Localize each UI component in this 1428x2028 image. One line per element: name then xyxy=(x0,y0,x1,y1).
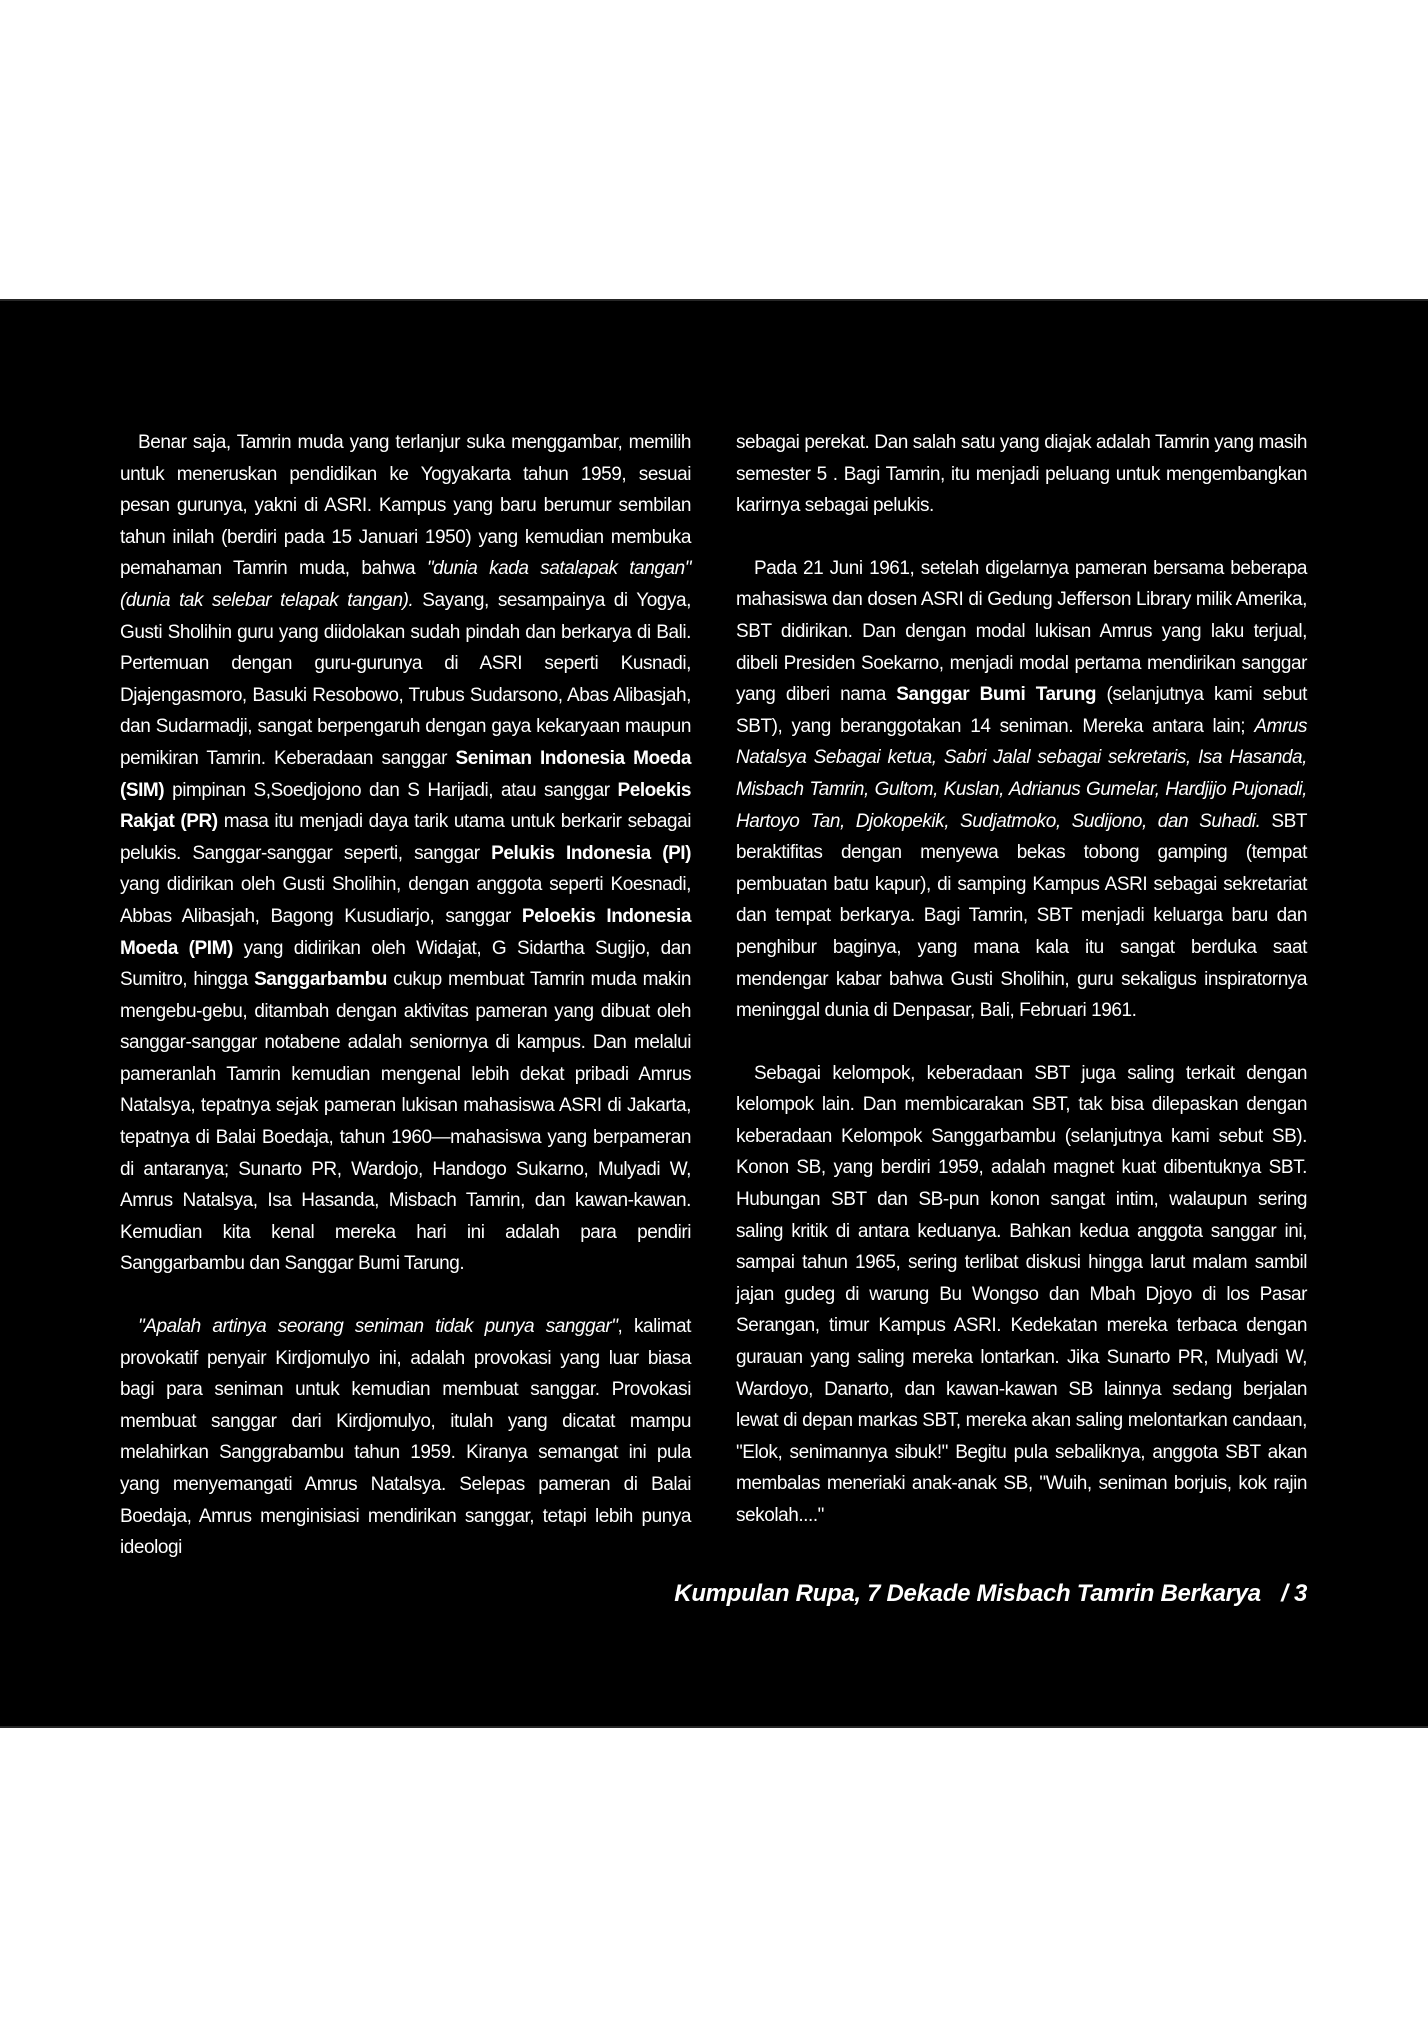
text-run: Sanggarbambu xyxy=(254,969,387,991)
text-run: Sanggar Bumi Tarung xyxy=(896,684,1097,706)
paragraph xyxy=(736,1058,1307,1532)
text-run: "Apalah artinya seorang seniman tidak punya sanggar" xyxy=(138,1316,618,1338)
text-run: Peloekis Indonesia Moeda (PIM) xyxy=(120,905,692,959)
text-run: Seniman Indonesia Moeda (SIM) xyxy=(120,747,691,801)
text-run: Amrus Natalsya Sebagai ketua, Sabri Jalal sebagai sekretaris, Isa Hasanda, Misbach Tamrin, Gultom, Kuslan, Adrianus Gumelar, Hardjijo Pujonadi, Hartoyo Tan, Djokopekik, Sudjatmoko, Sudijono, dan Suhadi. xyxy=(736,715,1307,832)
footer-book-title: Kumpulan Rupa, 7 Dekade Misbach Tamrin Berkarya xyxy=(674,1580,1261,1607)
paragraph xyxy=(120,427,691,1280)
running-footer xyxy=(674,1580,1307,1608)
text-run: Sayang, sesampainya di Yogya, Gusti Sholihin guru yang diidolakan sudah pindah dan berkarya di Bali. Pertemuan dengan guru-gurunya di ASRI seperti Kusnadi, Djajengasmoro, Basuki Resobowo, Trubus Sudarsono, Abas Alibasjah, dan Sudarmadji, sangat berpengaruh dengan gaya kekaryaan maupun pemikiran Tamrin. Keberadaan sanggar xyxy=(120,589,691,769)
text-run: SBT beraktifitas dengan menyewa bekas tobong gamping (tempat pembuatan batu kapur), di samping Kampus ASRI sebagai sekretariat dan tempat berkarya. Bagi Tamrin, SBT menjadi keluarga baru dan penghibur baginya, yang mana kala itu sangat berduka saat mendengar kabar bahwa Gusti Sholihin, guru sekaligus inspiratornya meninggal dunia di Denpasar, Bali, Februari 1961. xyxy=(736,810,1307,1022)
text-run: Benar saja, Tamrin muda yang terlanjur suka menggambar, memilih untuk meneruskan pendidikan ke Yogyakarta tahun 1959, sesuai pesan gurunya, yakni di ASRI. Kampus yang baru berumur sembilan tahun inilah (berdiri pada 15 Januari 1950) yang kemudian membuka pemahaman Tamrin muda, bahwa xyxy=(120,432,691,580)
right-text-column xyxy=(736,427,1307,1595)
footer-page-number: / 3 xyxy=(1281,1580,1307,1607)
text-run: yang didirikan oleh Widajat, G Sidartha Sugijo, dan Sumitro, hingga xyxy=(120,937,692,991)
text-run: cukup membuat Tamrin muda makin mengebu-gebu, ditambah dengan aktivitas pameran yang dibuat oleh sanggar-sanggar notabene adalah seniornya di kampus. Dan melalui pameranlah Tamrin kemudian mengenal lebih dekat pribadi Amrus Natalsya, tepatnya sejak pameran lukisan mahasiswa ASRI di Jakarta, tepatnya di Balai Boedaja, tahun 1960—mahasiswa yang berpameran di antaranya; Sunarto PR, Wardojo, Handogo Sukarno, Mulyadi W, Amrus Natalsya, Isa Hasanda, Misbach Tamrin, dan kawan-kawan. Kemudian kita kenal mereka hari ini adalah para pendiri Sanggarbambu dan Sanggar Bumi Tarung. xyxy=(120,969,691,1275)
text-run: Pelukis Indonesia (PI) xyxy=(491,842,691,864)
paragraph xyxy=(120,1311,691,1564)
text-run: , kalimat provokatif penyair Kirdjomulyo ini, adalah provokasi yang luar biasa bagi para seniman untuk kemudian membuat sanggar. Provokasi membuat sanggar dari Kirdjomulyo, itulah yang dicatat mampu melahirkan Sanggrabambu tahun 1959. Kiranya semangat ini pula yang menyemangati Amrus Natalsya. Selepas pameran di Balai Boedaja, Amrus menginisiasi mendirikan sanggar, tetapi lebih punya ideologi xyxy=(120,1316,691,1559)
paragraph xyxy=(736,553,1307,1027)
text-run: yang didirikan oleh Gusti Sholihin, dengan anggota seperti Koesnadi, Abbas Alibasjah, Bagong Kusudiarjo, sanggar xyxy=(120,874,691,927)
left-text-column xyxy=(120,427,691,1595)
text-columns xyxy=(120,427,1307,1595)
text-run: Sebagai kelompok, keberadaan SBT juga saling terkait dengan kelompok lain. Dan membicarakan SBT, tak bisa dilepaskan dengan keberadaan Kelompok Sanggarbambu (selanjutnya kami sebut SB). Konon SB, yang berdiri 1959, adalah magnet kuat dibentuknya SBT. Hubungan SBT dan SB-pun konon sangat intim, walaupun sering saling kritik di antara keduanya. Bahkan kedua anggota sanggar ini, sampai tahun 1965, sering terlibat diskusi hingga larut malam sambil jajan gudeg di warung Bu Wongso dan Mbah Djoyo di los Pasar Serangan, timur Kampus ASRI. Kedekatan mereka terbaca dengan gurauan yang saling mereka lontarkan. Jika Sunarto PR, Mulyadi W, Wardoyo, Danarto, dan kawan-kawan SB lainnya sedang berjalan lewat di depan markas SBT, mereka akan saling melontarkan candaan, "Elok, senimannya sibuk!" Begitu pula sebaliknya, anggota SBT akan membalas meneriaki anak-anak SB, "Wuih, seniman borjuis, kok rajin sekolah...." xyxy=(736,1062,1307,1526)
text-run: (selanjutnya kami sebut SBT), yang beranggotakan 14 seniman. Mereka antara lain; xyxy=(736,684,1307,737)
black-page-panel xyxy=(0,299,1428,1728)
text-run: Pada 21 Juni 1961, setelah digelarnya pameran bersama beberapa mahasiswa dan dosen ASRI di Gedung Jefferson Library milik Amerika, SBT didirikan. Dan dengan modal lukisan Amrus yang laku terjual, dibeli Presiden Soekarno, menjadi modal pertama mendirikan sanggar yang diberi nama xyxy=(736,557,1307,706)
text-run: Peloekis Rakjat (PR) xyxy=(120,779,691,833)
text-run: pimpinan S,Soedjojono dan S Harijadi, atau sanggar xyxy=(164,779,618,801)
text-run: "dunia kada satalapak tangan" (dunia tak selebar telapak tangan). xyxy=(120,558,691,611)
text-run: masa itu menjadi daya tarik utama untuk berkarir sebagai pelukis. Sanggar-sanggar seperti, sanggar xyxy=(120,811,692,864)
text-run: sebagai perekat. Dan salah satu yang diajak adalah Tamrin yang masih semester 5 . Bagi Tamrin, itu menjadi peluang untuk mengembangkan karirnya sebagai pelukis. xyxy=(736,432,1307,517)
paragraph xyxy=(736,427,1307,522)
